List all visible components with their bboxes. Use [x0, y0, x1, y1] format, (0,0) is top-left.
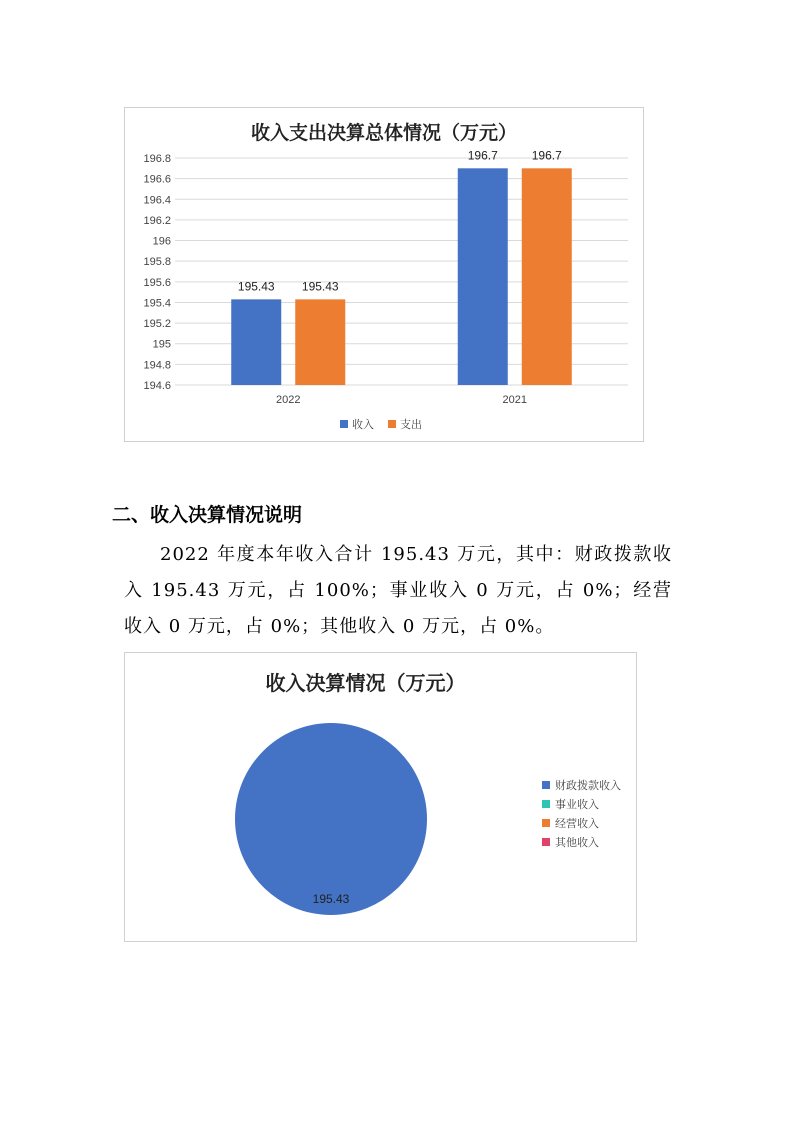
y-tick-label: 196	[152, 235, 171, 248]
x-category-label: 2021	[502, 394, 527, 406]
legend-marker	[542, 819, 550, 827]
y-tick-label: 195	[152, 338, 171, 351]
income-paragraph: 2022 年度本年收入合计 195.43 万元，其中：财政拨款收入 195.43 万元，占 100%；事业收入 0 万元，占 0%；经营收入 0 万元，占 0%；其他收入 0 万元，占 0%。	[124, 544, 672, 637]
legend-label: 财政拨款收入	[555, 779, 621, 792]
bar-data-label: 195.43	[237, 279, 275, 294]
bar-2022-支出	[295, 299, 345, 385]
bar-chart-svg	[125, 108, 645, 443]
legend-marker	[388, 420, 396, 428]
bar-data-label: 196.7	[531, 148, 562, 163]
legend-label: 支出	[400, 418, 422, 431]
y-tick-label: 195.4	[143, 297, 171, 310]
y-tick-label: 196.4	[143, 194, 171, 207]
pie-chart-svg	[125, 653, 638, 943]
bar-2021-收入	[458, 168, 508, 385]
bar-chart-title: 收入支出决算总体情况（万元）	[250, 122, 517, 144]
legend-label: 其他收入	[555, 836, 599, 849]
legend-marker	[340, 420, 348, 428]
section-heading: 二、收入决算情况说明	[112, 504, 303, 526]
bar-data-label: 195.43	[301, 279, 339, 294]
bar-data-label: 196.7	[467, 148, 498, 163]
legend-marker	[542, 781, 550, 789]
y-tick-label: 196.6	[143, 173, 171, 186]
pie-chart-title: 收入决算情况（万元）	[265, 671, 466, 695]
legend-marker	[542, 800, 550, 808]
legend-marker	[542, 838, 550, 846]
y-tick-label: 195.2	[143, 318, 171, 331]
pie-slice-财政拨款收入	[235, 723, 427, 915]
y-tick-label: 195.6	[143, 276, 171, 289]
y-tick-label: 194.8	[143, 359, 171, 372]
legend-label: 经营收入	[555, 817, 599, 830]
legend-label: 收入	[352, 418, 374, 431]
legend-label: 事业收入	[555, 798, 599, 811]
bar-chart-container	[124, 107, 644, 442]
pie-data-label: 195.43	[312, 892, 350, 906]
y-tick-label: 194.6	[143, 380, 171, 392]
pie-chart-container	[124, 652, 637, 942]
y-tick-label: 196.8	[143, 153, 171, 165]
bar-2022-收入	[231, 299, 281, 385]
y-tick-label: 195.8	[143, 256, 171, 269]
y-tick-label: 196.2	[143, 214, 171, 227]
x-category-label: 2022	[276, 394, 301, 406]
bar-2021-支出	[522, 168, 572, 385]
